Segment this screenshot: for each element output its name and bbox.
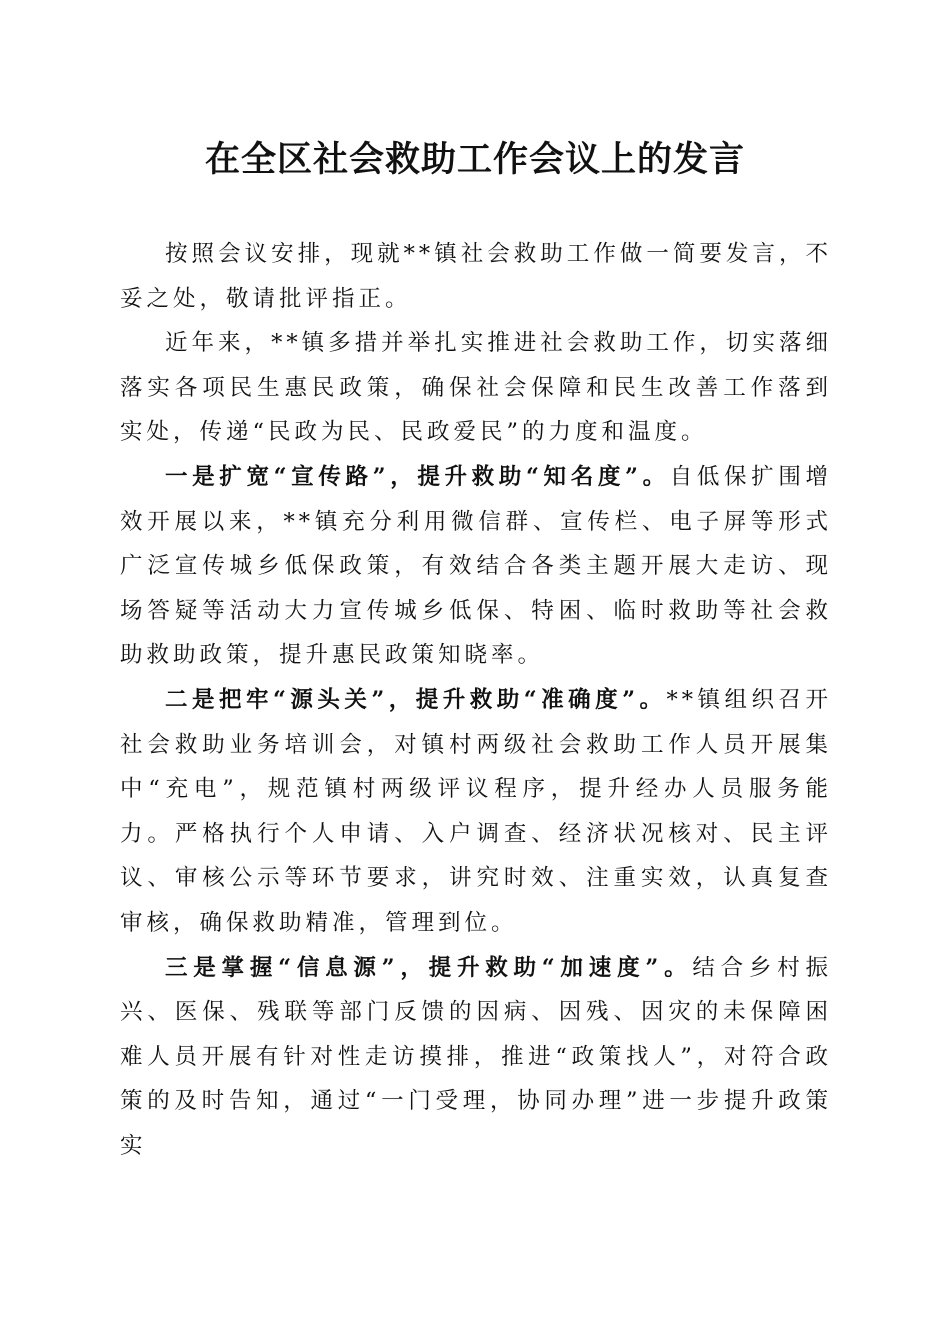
paragraph-text: **镇组织召开社会救助业务培训会，对镇村两级社会救助工作人员开展集中“充电”，规范镇村两级评议程序，提升经办人员服务能力。严格执行个人申请、入户调查、经济状况核对、民主评议、审核公示等环节要求，讲究时效、注重实效，认真复查审核，确保救助精准，管理到位。	[120, 686, 832, 936]
document-title: 在全区社会救助工作会议上的发言	[204, 139, 745, 180]
paragraph-lead: 二是把牢“源头关”，提升救助“准确度”。	[165, 686, 667, 713]
document-body	[120, 232, 832, 1168]
paragraph-point-one	[120, 455, 832, 678]
paragraph-point-two	[120, 678, 832, 946]
paragraph-text: 自低保扩围增效开展以来，**镇充分利用微信群、宣传栏、电子屏等形式广泛宣传城乡低保政策，有效结合各类主题开展大走访、现场答疑等活动大力宣传城乡低保、特困、临时救助等社会救助救助政策，提升惠民政策知晓率。	[120, 463, 832, 669]
paragraph-point-three	[120, 946, 832, 1169]
paragraph-text: 结合乡村振兴、医保、残联等部门反馈的因病、因残、因灾的未保障困难人员开展有针对性走访摸排，推进“政策找人”，对符合政策的及时告知，通过“一门受理，协同办理”进一步提升政策实	[120, 954, 832, 1159]
paragraph-intro	[120, 232, 832, 321]
paragraph-text: 近年来，**镇多措并举扎实推进社会救助工作，切实落细落实各项民生惠民政策，确保社会保障和民生改善工作落到实处，传递“民政为民、民政爱民”的力度和温度。	[120, 330, 832, 446]
paragraph-lead: 一是扩宽“宣传路”，提升救助“知名度”。	[165, 463, 670, 490]
paragraph-text: 按照会议安排，现就**镇社会救助工作做一简要发言，不妥之处，敬请批评指正。	[120, 241, 832, 312]
paragraph-lead: 三是掌握“信息源”，提升救助“加速度”。	[165, 954, 693, 981]
paragraph-overview	[120, 321, 832, 455]
